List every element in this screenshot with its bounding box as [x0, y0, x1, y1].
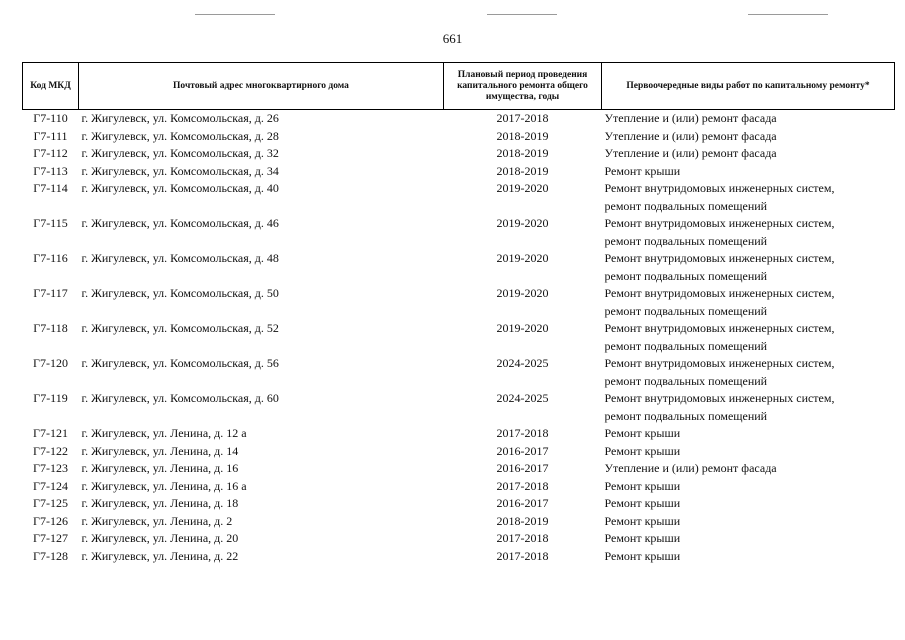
period-cell: 2018-2019: [496, 513, 549, 528]
works-line: Ремонт внутридомовых инженерных систем,: [604, 286, 835, 300]
table-row: [23, 285, 895, 320]
period-cell: 2016-2017: [496, 443, 549, 458]
table-row: [23, 390, 895, 425]
table-row: [23, 443, 895, 461]
works-cell: [602, 163, 895, 181]
works-line: ремонт подвальных помещений: [604, 373, 768, 388]
table-row: [23, 128, 895, 146]
address-cell: г. Жигулевск, ул. Ленина, д. 16 а: [81, 478, 247, 493]
works-cell: [602, 180, 895, 215]
address-cell: г. Жигулевск, ул. Ленина, д. 12 а: [81, 426, 247, 440]
address-cell: г. Жигулевск, ул. Ленина, д. 22: [81, 548, 239, 563]
works-cell: [602, 513, 895, 531]
table-row: [23, 495, 895, 513]
table-row: [23, 530, 895, 548]
works-line: Ремонт внутридомовых инженерных систем,: [604, 216, 835, 230]
table-row: [23, 163, 895, 181]
scan-artifact-center: [487, 14, 557, 15]
code-cell: Г7-118: [33, 321, 68, 335]
works-line: ремонт подвальных помещений: [604, 198, 768, 213]
period-cell: 2019-2020: [496, 181, 549, 195]
address-cell: г. Жигулевск, ул. Комсомольская, д. 50: [81, 286, 279, 300]
header-code: Код МКД: [23, 63, 79, 110]
works-cell: [602, 215, 895, 250]
period-cell: 2017-2018: [496, 548, 549, 563]
code-cell: Г7-121: [33, 426, 68, 440]
works-cell: [602, 285, 895, 320]
code-cell: Г7-112: [33, 146, 68, 160]
works-cell: [602, 110, 895, 128]
header-address: Почтовый адрес многоквартирного дома: [79, 63, 444, 110]
address-cell: г. Жигулевск, ул. Комсомольская, д. 34: [81, 163, 279, 178]
period-cell: 2017-2018: [496, 531, 549, 545]
period-cell: 2024-2025: [496, 391, 549, 405]
period-cell: 2019-2020: [496, 251, 549, 265]
works-cell: [602, 250, 895, 285]
works-line: Ремонт внутридомовых инженерных систем,: [604, 391, 835, 405]
works-line: Ремонт крыши: [604, 443, 681, 458]
works-line: Ремонт крыши: [604, 531, 681, 545]
table-row: [23, 513, 895, 531]
table-row: [23, 215, 895, 250]
works-cell: [602, 495, 895, 513]
code-cell: Г7-116: [33, 251, 68, 265]
works-line: ремонт подвальных помещений: [604, 408, 768, 423]
code-cell: Г7-110: [33, 111, 68, 125]
works-cell: [602, 478, 895, 496]
works-cell: [602, 443, 895, 461]
header-period: Плановый период проведения капитального ремонта общего имущества, годы: [444, 63, 602, 110]
period-cell: 2024-2025: [496, 356, 549, 370]
works-cell: [602, 548, 895, 566]
works-line: Утепление и (или) ремонт фасада: [604, 146, 777, 160]
works-cell: [602, 320, 895, 355]
code-cell: Г7-120: [33, 356, 68, 370]
works-cell: [602, 355, 895, 390]
table-row: [23, 478, 895, 496]
period-cell: 2019-2020: [496, 286, 549, 300]
code-cell: Г7-111: [33, 128, 68, 143]
works-line: Утепление и (или) ремонт фасада: [604, 461, 777, 475]
works-line: ремонт подвальных помещений: [604, 303, 768, 318]
address-cell: г. Жигулевск, ул. Ленина, д. 14: [81, 443, 239, 458]
address-cell: г. Жигулевск, ул. Ленина, д. 18: [81, 496, 239, 510]
code-cell: Г7-125: [33, 496, 68, 510]
works-cell: [602, 128, 895, 146]
address-cell: г. Жигулевск, ул. Комсомольская, д. 56: [81, 356, 279, 370]
scan-artifact-left: [195, 14, 275, 15]
address-cell: г. Жигулевск, ул. Комсомольская, д. 52: [81, 321, 279, 335]
period-cell: 2017-2018: [496, 426, 549, 440]
code-cell: Г7-123: [33, 461, 68, 475]
address-cell: г. Жигулевск, ул. Комсомольская, д. 32: [81, 146, 279, 160]
code-cell: Г7-119: [33, 391, 68, 405]
works-cell: [602, 460, 895, 478]
table-row: [23, 145, 895, 163]
table-row: [23, 110, 895, 128]
code-cell: Г7-115: [33, 216, 68, 230]
table-row: [23, 355, 895, 390]
period-cell: 2019-2020: [496, 321, 549, 335]
table-row: [23, 250, 895, 285]
page-number: 661: [442, 31, 463, 46]
table-body: [23, 110, 895, 566]
works-line: Ремонт крыши: [604, 496, 681, 510]
period-cell: 2016-2017: [496, 496, 549, 510]
period-cell: 2018-2019: [496, 146, 549, 160]
works-line: ремонт подвальных помещений: [604, 268, 768, 283]
table-row: [23, 180, 895, 215]
works-cell: [602, 530, 895, 548]
address-cell: г. Жигулевск, ул. Комсомольская, д. 48: [81, 251, 279, 265]
code-cell: Г7-113: [33, 163, 68, 178]
address-cell: г. Жигулевск, ул. Комсомольская, д. 28: [81, 128, 279, 143]
period-cell: 2018-2019: [496, 128, 549, 143]
address-cell: г. Жигулевск, ул. Комсомольская, д. 46: [81, 216, 279, 230]
code-cell: Г7-126: [33, 513, 68, 528]
address-cell: г. Жигулевск, ул. Ленина, д. 2: [81, 513, 233, 528]
works-line: Ремонт крыши: [604, 478, 681, 493]
works-line: Утепление и (или) ремонт фасада: [604, 128, 777, 143]
period-cell: 2018-2019: [496, 163, 549, 178]
works-line: Ремонт внутридомовых инженерных систем,: [604, 251, 835, 265]
address-cell: г. Жигулевск, ул. Ленина, д. 16: [81, 461, 239, 475]
scan-artifact-right: [748, 14, 828, 15]
code-cell: Г7-117: [33, 286, 68, 300]
works-line: Ремонт крыши: [604, 548, 681, 563]
works-cell: [602, 390, 895, 425]
table-row: [23, 460, 895, 478]
works-cell: [602, 145, 895, 163]
code-cell: Г7-127: [33, 531, 68, 545]
code-cell: Г7-124: [33, 478, 68, 493]
works-line: ремонт подвальных помещений: [604, 338, 768, 353]
works-line: Ремонт внутридомовых инженерных систем,: [604, 356, 835, 370]
period-cell: 2017-2018: [496, 478, 549, 493]
table-header-row: [23, 63, 895, 110]
table-row: [23, 320, 895, 355]
works-line: Ремонт крыши: [604, 513, 681, 528]
period-cell: 2017-2018: [496, 111, 549, 125]
works-line: Ремонт крыши: [604, 163, 681, 178]
period-cell: 2016-2017: [496, 461, 549, 475]
table-row: [23, 548, 895, 566]
code-cell: Г7-114: [33, 181, 68, 195]
works-line: Ремонт внутридомовых инженерных систем,: [604, 181, 835, 195]
address-cell: г. Жигулевск, ул. Ленина, д. 20: [81, 531, 239, 545]
period-cell: 2019-2020: [496, 216, 549, 230]
works-line: ремонт подвальных помещений: [604, 233, 768, 248]
works-line: Утепление и (или) ремонт фасада: [604, 111, 777, 125]
table-row: [23, 425, 895, 443]
code-cell: Г7-122: [33, 443, 68, 458]
works-line: Ремонт внутридомовых инженерных систем,: [604, 321, 835, 335]
works-cell: [602, 425, 895, 443]
address-cell: г. Жигулевск, ул. Комсомольская, д. 60: [81, 391, 279, 405]
code-cell: Г7-128: [33, 548, 68, 563]
header-works: Первоочередные виды работ по капитальному ремонту*: [602, 63, 895, 110]
address-cell: г. Жигулевск, ул. Комсомольская, д. 40: [81, 181, 279, 195]
works-line: Ремонт крыши: [604, 426, 681, 440]
housing-register-table: [22, 62, 895, 565]
address-cell: г. Жигулевск, ул. Комсомольская, д. 26: [81, 111, 279, 125]
